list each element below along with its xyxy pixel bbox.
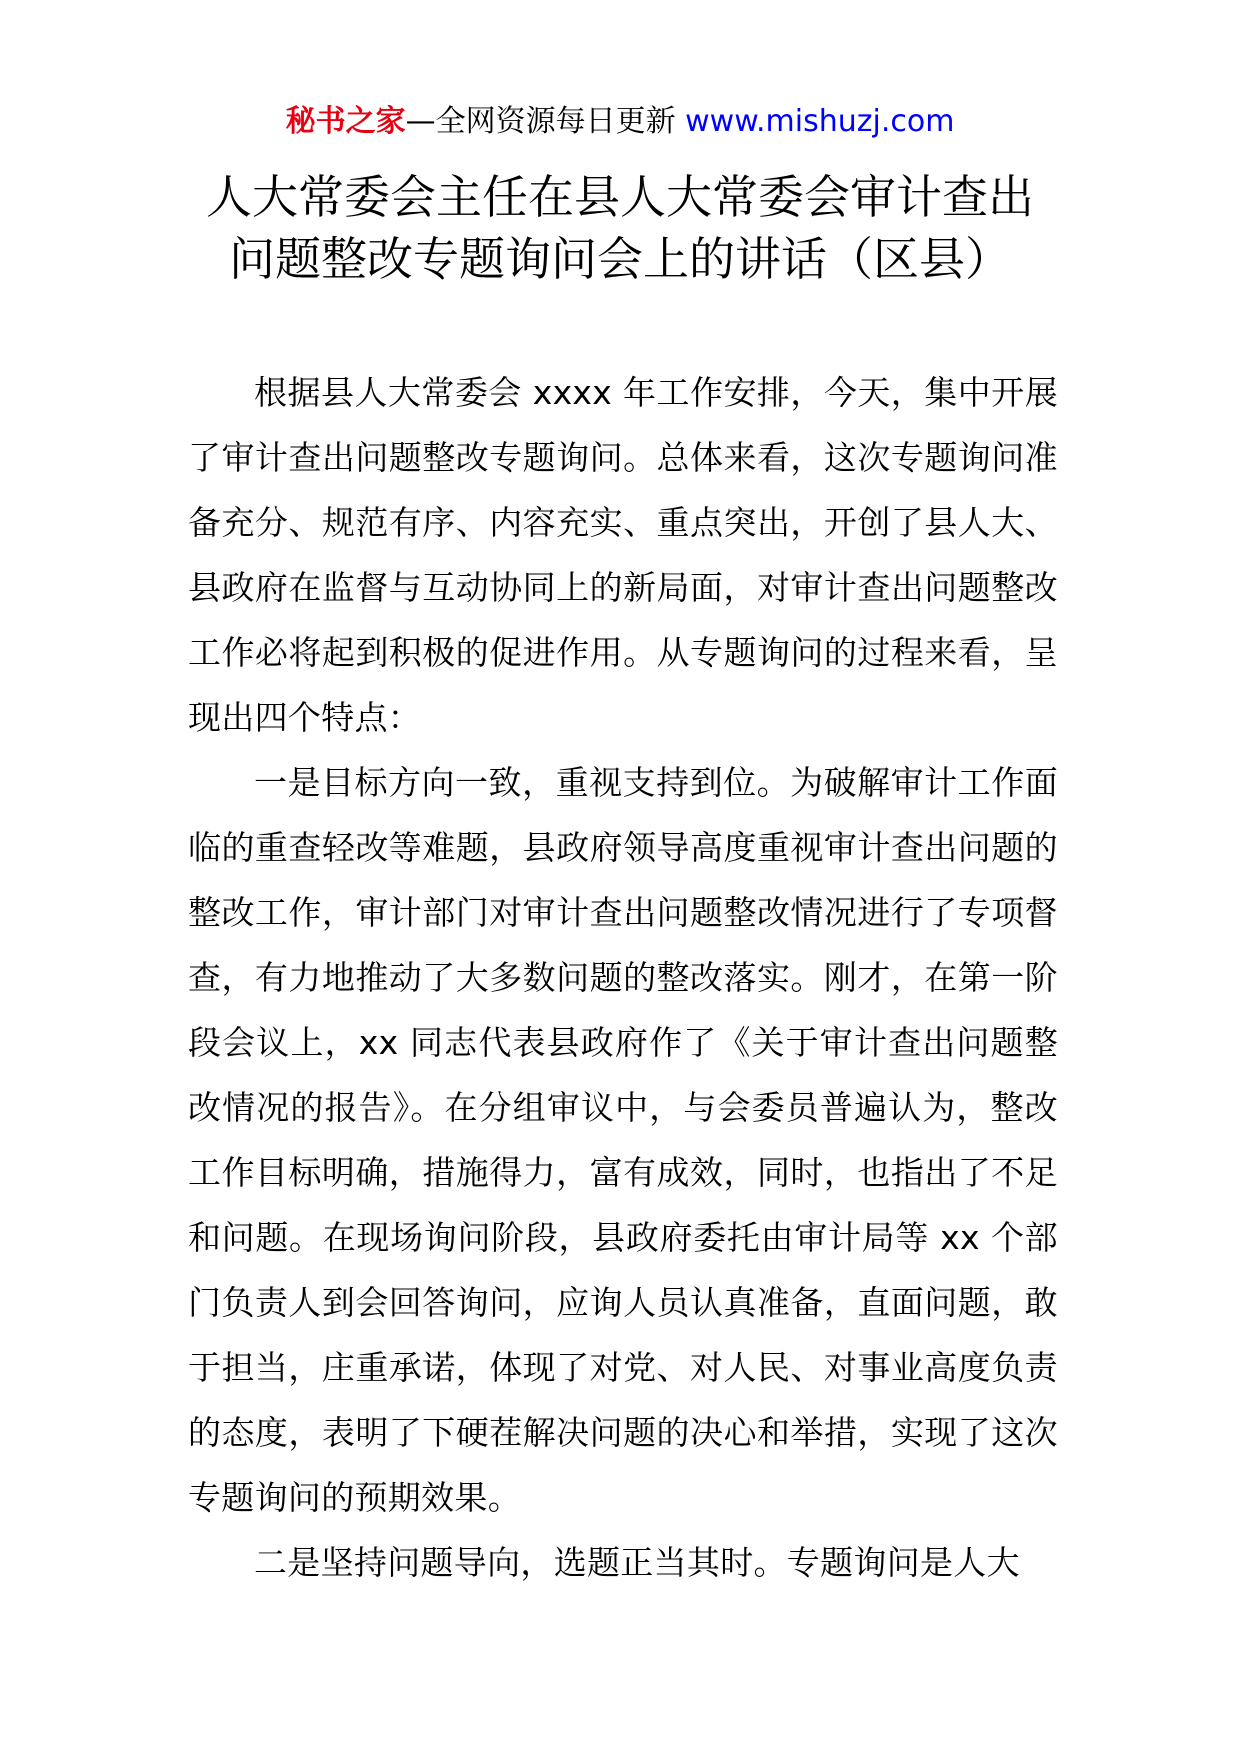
title-line-2: 问题整改专题询问会上的讲话（区县） [229, 232, 1011, 286]
paragraph-intro: 根据县人大常委会 xxxx 年工作安排，今天，集中开展了审计查出问题整改专题询问。总体来看，这次专题询问准备充分、规范有序、内容充实、重点突出，开创了县人大、县政府在监督与互动协同上的新局面，对审计查出问题整改工作必将起到积极的促进作用。从专题询问的过程来看，呈现出四个特点： [188, 373, 1058, 737]
header-tagline: —全网资源每日更新 [405, 104, 686, 139]
paragraph-point-two: 二是坚持问题导向，选题正当其时。专题询问是人大 [254, 1543, 1020, 1582]
brand-name: 秘书之家 [285, 104, 406, 139]
title-line-1: 人大常委会主任在县人大常委会审计查出 [206, 170, 1034, 224]
document-title [120, 166, 1120, 290]
site-url-link[interactable]: www.mishuzj.com [685, 104, 955, 139]
site-header [0, 100, 1240, 144]
document-body [188, 360, 1058, 1595]
paragraph-point-one: 一是目标方向一致，重视支持到位。为破解审计工作面临的重查轻改等难题，县政府领导高度重视审计查出问题的整改工作，审计部门对审计查出问题整改情况进行了专项督查，有力地推动了大多数问题的整改落实。刚才，在第一阶段会议上，xx 同志代表县政府作了《关于审计查出问题整改情况的报告》。在分组审议中，与会委员普遍认为，整改工作目标明确，措施得力，富有成效，同时，也指出了不足和问题。在现场询问阶段，县政府委托由审计局等 xx 个部门负责人到会回答询问，应询人员认真准备，直面问题，敢于担当，庄重承诺，体现了对党、对人民、对事业高度负责的态度，表明了下硬茬解决问题的决心和举措，实现了这次专题询问的预期效果。 [188, 763, 1058, 1517]
